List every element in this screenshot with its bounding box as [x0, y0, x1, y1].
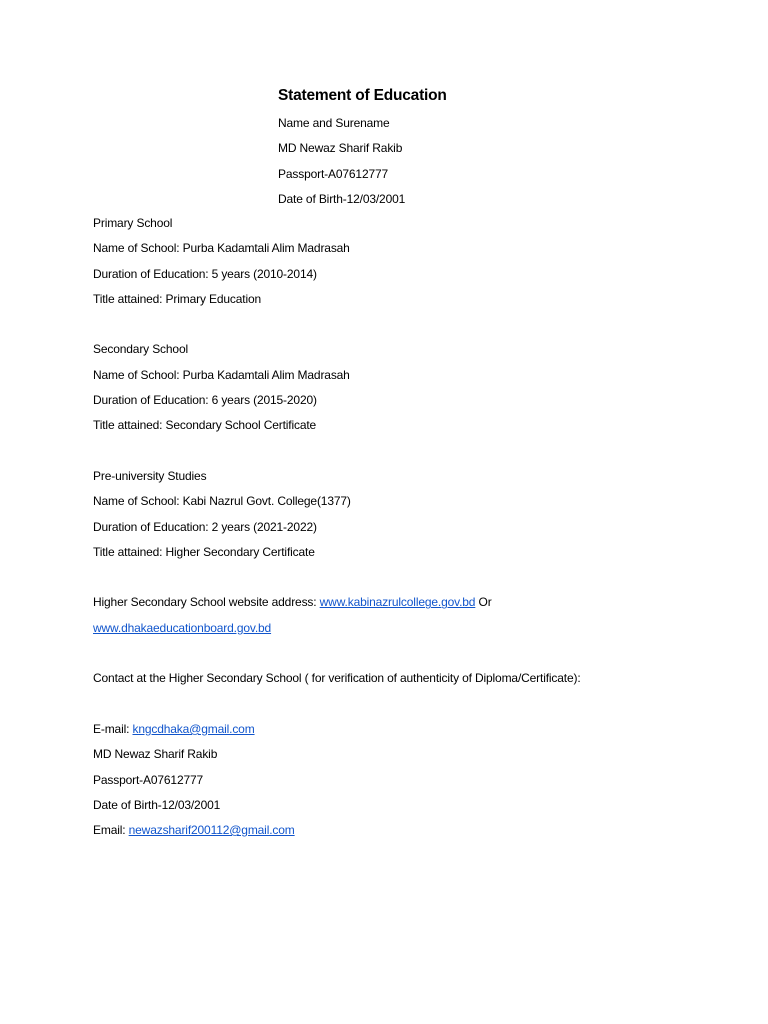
- spacer: [93, 692, 713, 717]
- spacer: [93, 312, 713, 337]
- secondary-school-section: [93, 337, 713, 438]
- document-header: [278, 86, 698, 212]
- preuniversity-section: [93, 464, 713, 565]
- preuniversity-heading: Pre-university Studies: [93, 468, 207, 483]
- spacer: [93, 641, 713, 666]
- spacer: [93, 565, 713, 590]
- secondary-title: Title attained: Secondary School Certificate: [93, 418, 317, 433]
- student-name: MD Newaz Sharif Rakib: [278, 141, 403, 156]
- primary-title: Title attained: Primary Education: [93, 291, 262, 306]
- secondary-school-name: Name of School: Purba Kadamtali Alim Madrasah: [93, 367, 350, 382]
- contact-email-line: [93, 717, 713, 742]
- passport-number: Passport-A07612777: [278, 166, 389, 181]
- website-line: [93, 590, 713, 615]
- contact-dob: Date of Birth-12/03/2001: [93, 797, 221, 812]
- website-section: [93, 590, 713, 641]
- primary-school-name: Name of School: Purba Kadamtali Alim Madrasah: [93, 241, 350, 256]
- education-board-website-link[interactable]: www.dhakaeducationboard.gov.bd: [93, 620, 272, 635]
- document-body: [93, 211, 713, 843]
- personal-email-line: [93, 818, 713, 843]
- contact-section: [93, 666, 713, 843]
- college-website-link[interactable]: www.kabinazrulcollege.gov.bd: [319, 595, 476, 610]
- contact-email-label: E-mail:: [93, 721, 133, 736]
- spacer: [93, 439, 713, 464]
- primary-heading: Primary School: [93, 216, 173, 230]
- contact-heading: Contact at the Higher Secondary School ( for verification of authenticity of Diploma/Certificate):: [93, 671, 581, 686]
- school-email-link[interactable]: kngcdhaka@gmail.com: [132, 721, 255, 736]
- website-or: Or: [475, 595, 492, 610]
- primary-school-section: [93, 211, 713, 312]
- preuniversity-title: Title attained: Higher Secondary Certificate: [93, 544, 315, 559]
- personal-email-label: Email:: [93, 823, 129, 838]
- personal-email-link[interactable]: newazsharif200112@gmail.com: [128, 823, 295, 838]
- document-title: Statement of Education: [278, 87, 447, 104]
- name-label: Name and Surename: [278, 116, 390, 130]
- website-line-2: [93, 616, 713, 641]
- contact-passport: Passport-A07612777: [93, 772, 204, 787]
- contact-name: MD Newaz Sharif Rakib: [93, 747, 218, 762]
- secondary-heading: Secondary School: [93, 342, 188, 357]
- preuniversity-school-name: Name of School: Kabi Nazrul Govt. College(1377): [93, 494, 351, 509]
- date-of-birth: Date of Birth-12/03/2001: [278, 191, 406, 206]
- primary-duration: Duration of Education: 5 years (2010-2014): [93, 266, 317, 281]
- website-label: Higher Secondary School website address:: [93, 595, 320, 610]
- secondary-duration: Duration of Education: 6 years (2015-2020): [93, 393, 317, 408]
- preuniversity-duration: Duration of Education: 2 years (2021-2022): [93, 519, 317, 534]
